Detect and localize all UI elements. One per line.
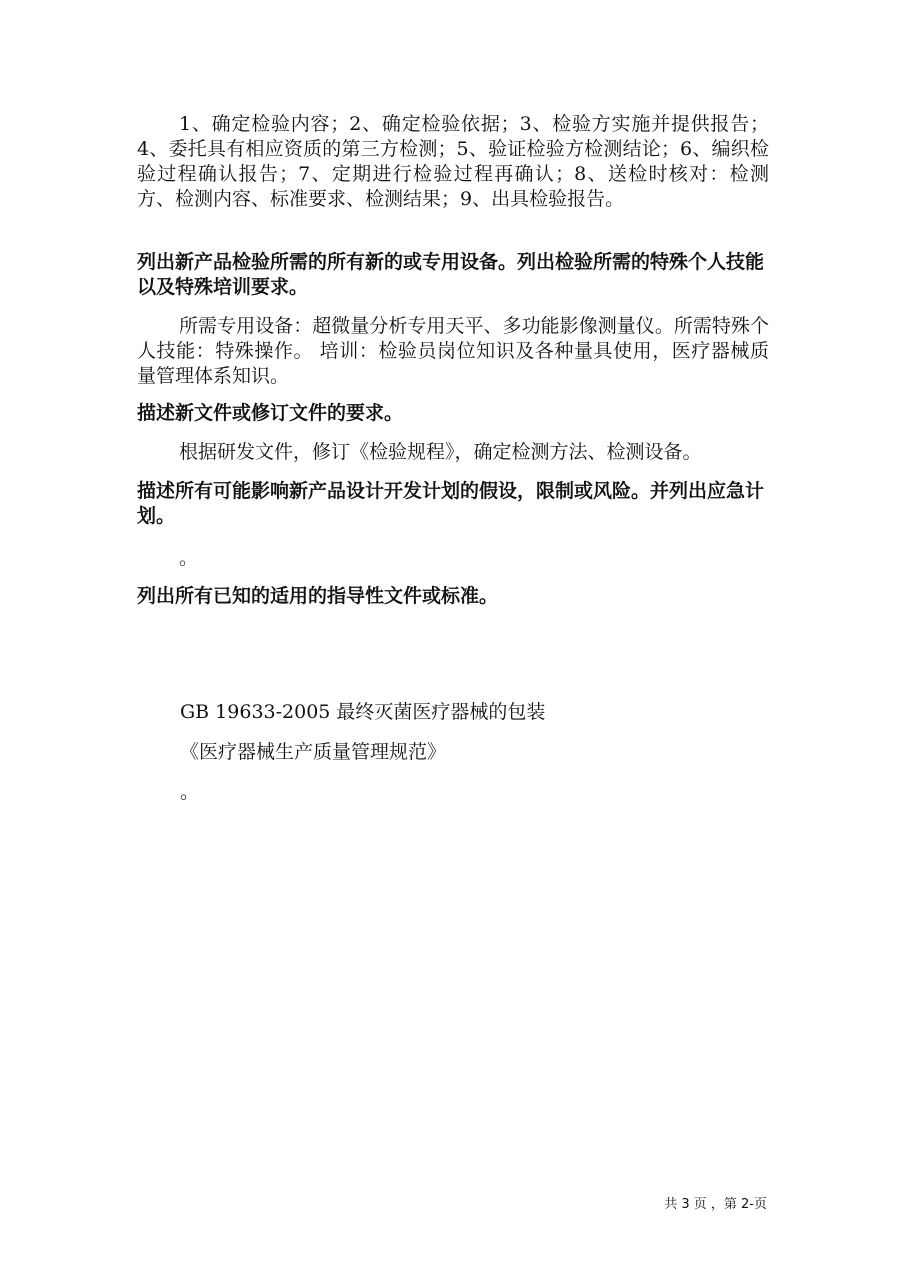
standard-item: 。 <box>180 781 200 803</box>
documents-paragraph: 根据研发文件，修订《检验规程》，确定检测方法、检测设备。 <box>179 441 702 463</box>
inspection-steps-paragraph: 1、确定检验内容；2、确定检验依据；3、检验方实施并提供报告；4、委托具有相应资质的第三方检测；5、验证检验方检测结论；6、编织检验过程确认报告；7、定期进行检验过程再确认；8、送检时核对：检测方、检测内容、标准要求、检测结果；9、出具检验报告。 <box>137 113 769 210</box>
risks-heading: 描述所有可能影响新产品设计开发计划的假设，限制或风险。并列出应急计划。 <box>137 480 765 527</box>
standards-heading: 列出所有已知的适用的指导性文件或标准。 <box>137 585 499 607</box>
risks-paragraph: 。 <box>179 547 199 569</box>
page-number-footer: 共 3 页 ，第 2-页 <box>664 1197 767 1212</box>
equipment-paragraph: 所需专用设备：超微量分析专用天平、多功能影像测量仪。所需特殊个人技能：特殊操作。 培训：检验员岗位知识及各种量具使用，医疗器械质量管理体系知识。 <box>137 315 769 387</box>
documents-heading: 描述新文件或修订文件的要求。 <box>137 402 404 424</box>
equipment-heading: 列出新产品检验所需的所有新的或专用设备。列出检验所需的特殊个人技能以及特殊培训要求。 <box>137 251 765 298</box>
standard-item: 《医疗器械生产质量管理规范》 <box>180 741 447 763</box>
standard-item: GB 19633-2005 最终灭菌医疗器械的包装 <box>180 701 546 723</box>
